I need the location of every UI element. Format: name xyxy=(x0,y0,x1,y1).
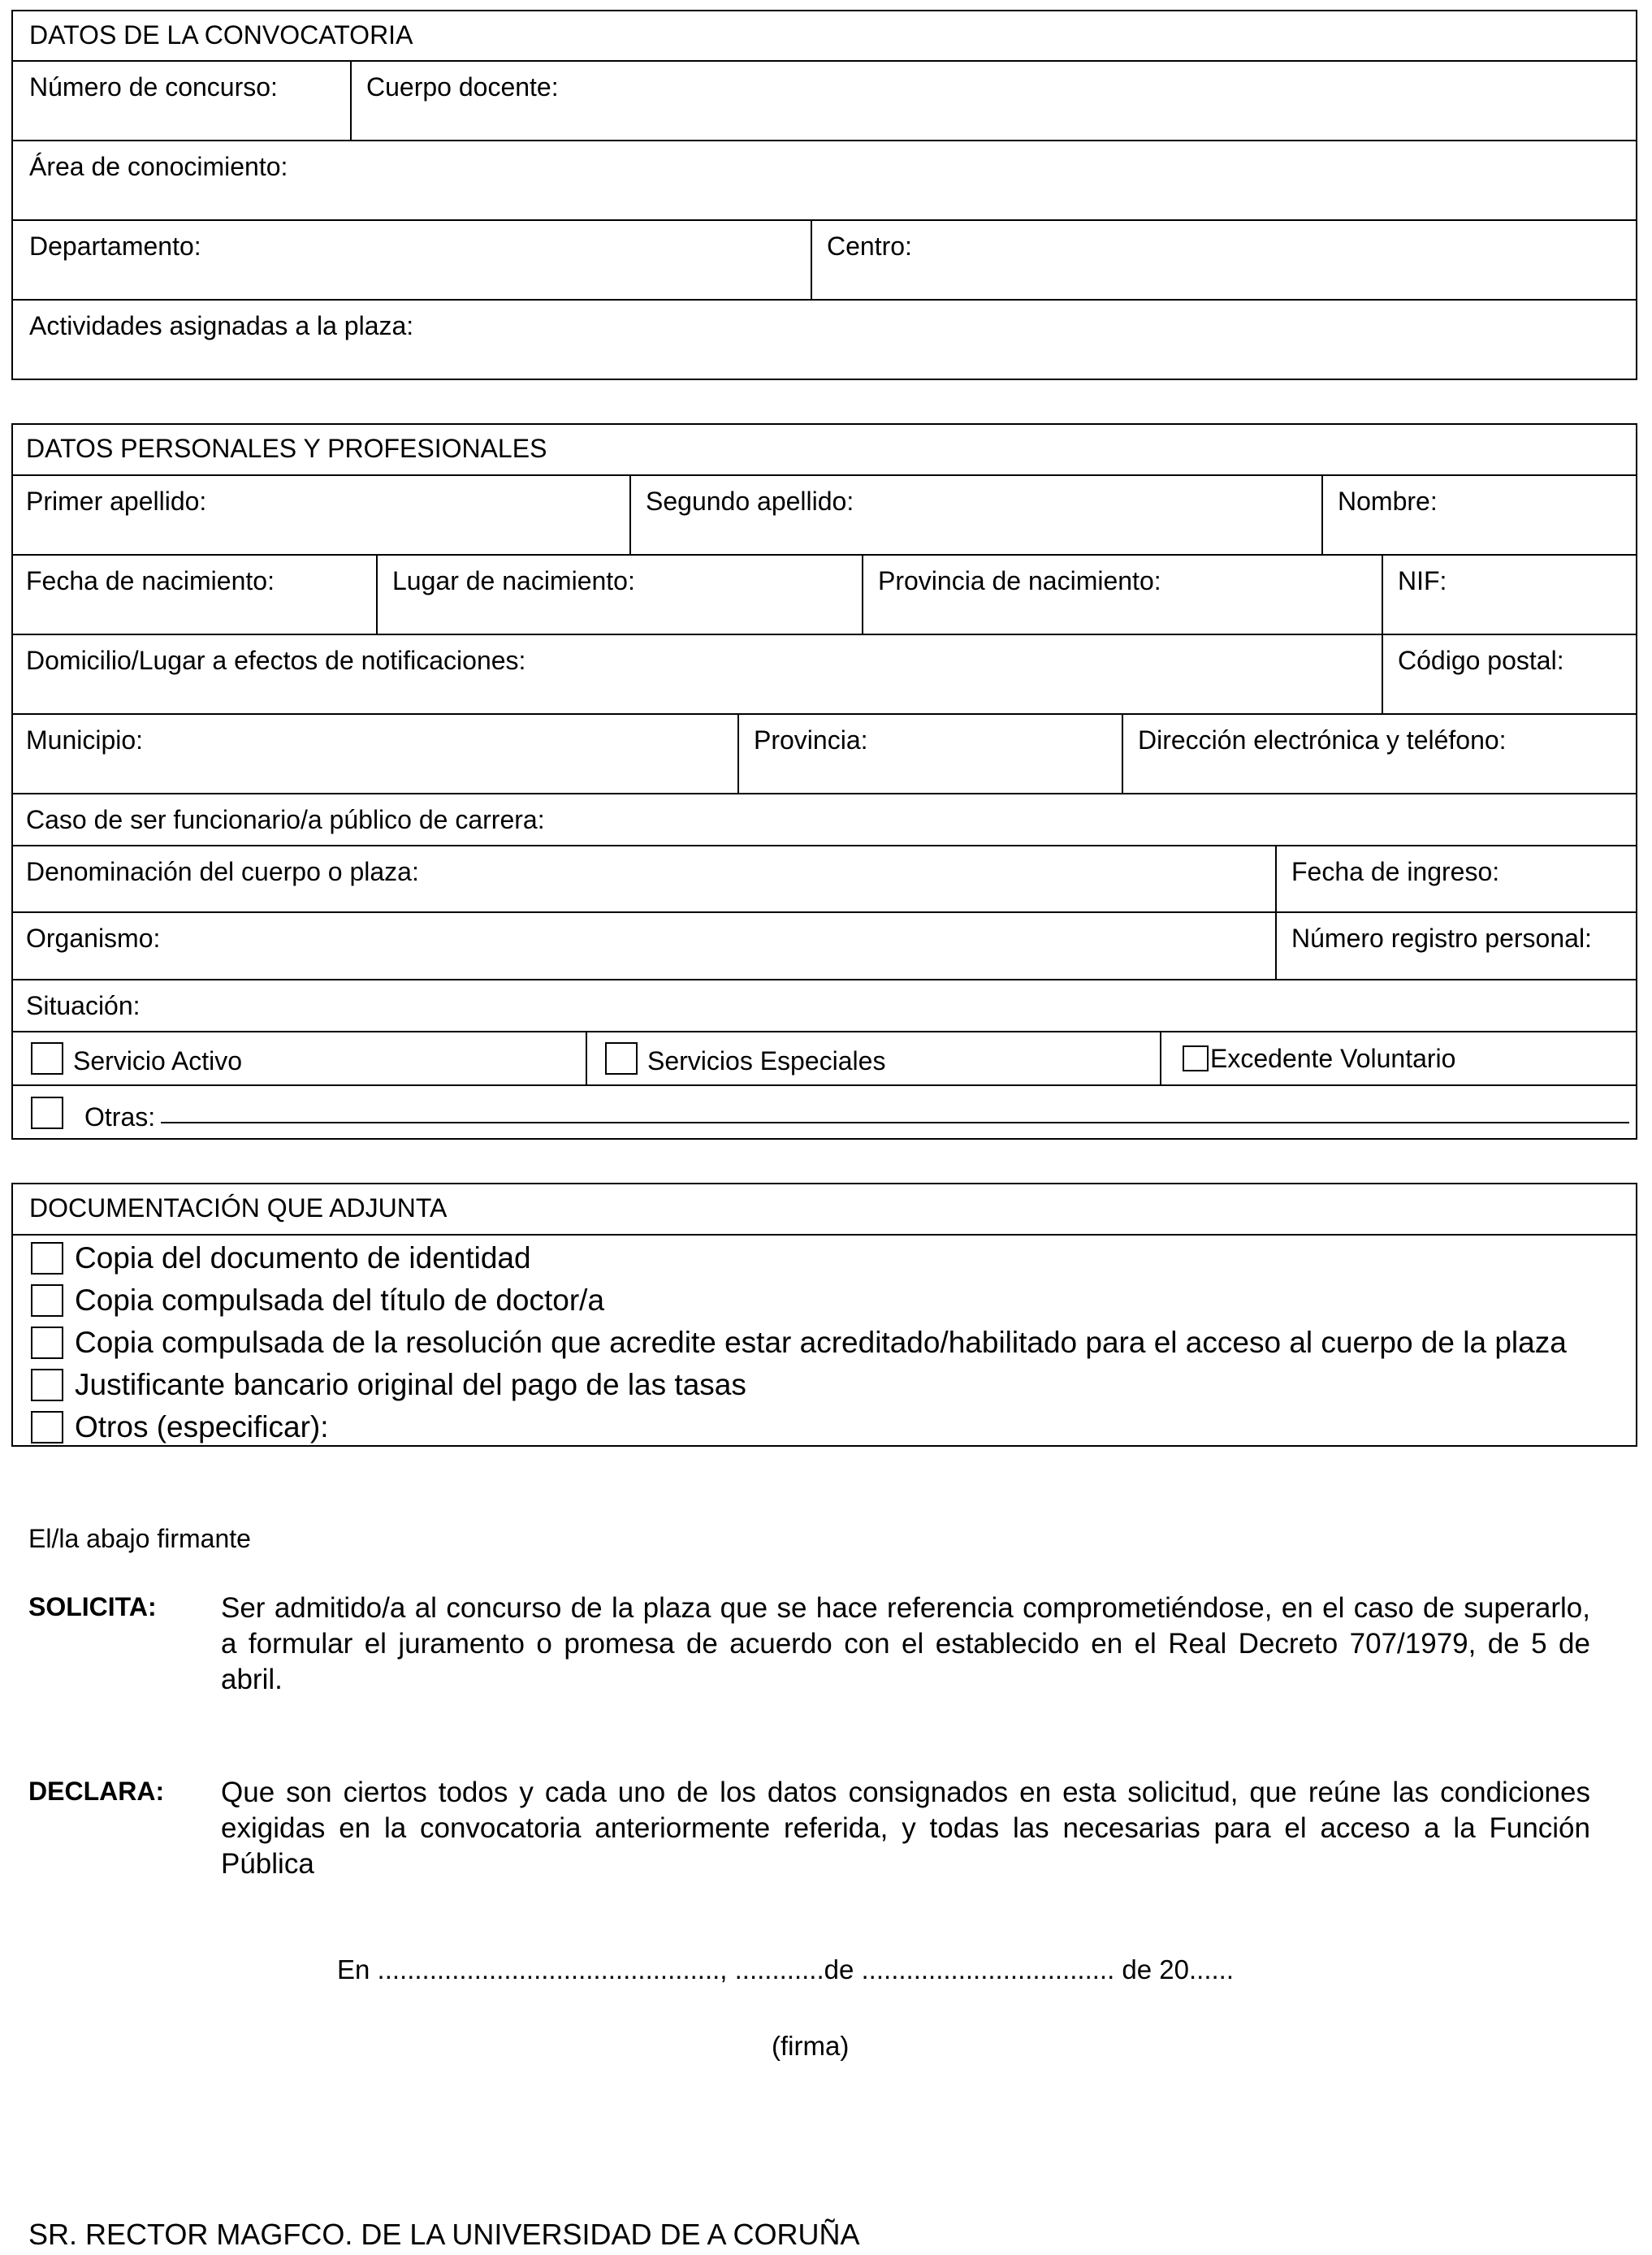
centro-field[interactable]: Centro: xyxy=(811,221,1636,299)
personales-title: DATOS PERSONALES Y PROFESIONALES xyxy=(26,434,547,463)
personales-header-row xyxy=(13,425,1636,476)
situacion-options-row xyxy=(13,1032,1636,1086)
excedente-option[interactable] xyxy=(1160,1032,1636,1084)
fecha-nacimiento-field[interactable]: Fecha de nacimiento: xyxy=(26,566,275,595)
excedente-checkbox[interactable] xyxy=(1183,1045,1209,1071)
numero-concurso-field[interactable]: Número de concurso: xyxy=(29,72,278,102)
convocatoria-section xyxy=(11,10,1637,380)
doc-identidad-checkbox[interactable] xyxy=(31,1242,63,1275)
doc-item-identidad[interactable] xyxy=(13,1237,1636,1279)
doc-justificante-checkbox[interactable] xyxy=(31,1369,63,1401)
solicita-text: Ser admitido/a al concurso de la plaza que se hace referencia comprometiéndose, en el caso de superarlo, a formular el juramento o promesa de acuerdo con el establecido en el Real Decreto 707/1979, de 5 de abril. xyxy=(221,1592,1590,1695)
convocatoria-row-1 xyxy=(13,62,1636,141)
servicio-activo-label: Servicio Activo xyxy=(73,1045,243,1076)
doc-justificante-label: Justificante bancario original del pago de las tasas xyxy=(75,1368,746,1401)
doc-titulo-checkbox[interactable] xyxy=(31,1284,63,1317)
otras-input-line[interactable] xyxy=(161,1122,1629,1123)
otras-checkbox[interactable] xyxy=(31,1097,63,1129)
declara-label: DECLARA: xyxy=(28,1777,165,1806)
caso-funcionario-label: Caso de ser funcionario/a público de carrera: xyxy=(26,805,545,834)
departamento-field[interactable]: Departamento: xyxy=(29,232,201,261)
personales-row-5 xyxy=(13,794,1636,846)
personales-row-6 xyxy=(13,846,1636,913)
servicios-especiales-label: Servicios Especiales xyxy=(647,1045,886,1076)
nif-field[interactable]: NIF: xyxy=(1382,556,1636,634)
lugar-nacimiento-field[interactable]: Lugar de nacimiento: xyxy=(376,556,862,634)
personales-row-4 xyxy=(13,715,1636,794)
convocatoria-title: DATOS DE LA CONVOCATORIA xyxy=(29,20,413,50)
doc-item-resolucion[interactable] xyxy=(13,1322,1636,1364)
personales-section xyxy=(11,423,1637,1140)
personales-row-2 xyxy=(13,556,1636,635)
personales-row-7 xyxy=(13,913,1636,980)
direccion-field[interactable]: Dirección electrónica y teléfono: xyxy=(1122,715,1636,793)
domicilio-field[interactable]: Domicilio/Lugar a efectos de notificaciones: xyxy=(26,646,526,675)
provincia-nacimiento-field[interactable]: Provincia de nacimiento: xyxy=(862,556,1382,634)
documentacion-title: DOCUMENTACIÓN QUE ADJUNTA xyxy=(29,1193,448,1223)
servicios-especiales-option[interactable] xyxy=(586,1032,1160,1084)
organismo-field[interactable]: Organismo: xyxy=(26,924,161,953)
primer-apellido-field[interactable]: Primer apellido: xyxy=(26,487,207,516)
segundo-apellido-field[interactable]: Segundo apellido: xyxy=(629,476,1321,554)
destinatario: SR. RECTOR MAGFCO. DE LA UNIVERSIDAD DE A CORUÑA xyxy=(28,2218,860,2251)
nombre-field[interactable]: Nombre: xyxy=(1321,476,1636,554)
doc-item-titulo[interactable] xyxy=(13,1279,1636,1322)
personales-row-3 xyxy=(13,635,1636,715)
codigo-postal-field[interactable]: Código postal: xyxy=(1382,635,1636,713)
numero-registro-field[interactable]: Número registro personal: xyxy=(1275,913,1636,979)
excedente-label: Excedente Voluntario xyxy=(1210,1043,1456,1073)
documentacion-section xyxy=(11,1183,1637,1447)
solicita-label: SOLICITA: xyxy=(28,1592,157,1621)
provincia-field[interactable]: Provincia: xyxy=(737,715,1122,793)
situacion-label: Situación: xyxy=(26,991,141,1020)
convocatoria-row-2 xyxy=(13,141,1636,221)
cuerpo-docente-field[interactable]: Cuerpo docente: xyxy=(350,62,1636,140)
convocatoria-row-4 xyxy=(13,301,1636,379)
otras-label: Otras: xyxy=(84,1102,156,1132)
doc-titulo-label: Copia compulsada del título de doctor/a xyxy=(75,1283,605,1317)
doc-resolucion-label: Copia compulsada de la resolución que acredite estar acreditado/habilitado para el acceso al cuerpo de la plaza xyxy=(75,1326,1567,1359)
denominacion-field[interactable]: Denominación del cuerpo o plaza: xyxy=(26,857,419,886)
doc-otros-checkbox[interactable] xyxy=(31,1411,63,1443)
convocatoria-row-3 xyxy=(13,221,1636,301)
lugar-fecha-line[interactable]: En .............................................., ............de .................................. de 20...... xyxy=(337,1954,1235,1984)
doc-item-otros[interactable] xyxy=(13,1406,1636,1448)
otras-row xyxy=(13,1086,1636,1140)
servicios-especiales-checkbox[interactable] xyxy=(605,1042,638,1075)
personales-row-1 xyxy=(13,476,1636,556)
fecha-ingreso-field[interactable]: Fecha de ingreso: xyxy=(1275,846,1636,911)
documentacion-list xyxy=(13,1236,1636,1448)
personales-row-8 xyxy=(13,980,1636,1032)
servicio-activo-option[interactable] xyxy=(13,1032,586,1084)
servicio-activo-checkbox[interactable] xyxy=(31,1042,63,1075)
actividades-field[interactable]: Actividades asignadas a la plaza: xyxy=(29,311,414,340)
documentacion-header-row xyxy=(13,1184,1636,1236)
declara-text: Que son ciertos todos y cada uno de los datos consignados en esta solicitud, que reúne las condiciones exigidas en la convocatoria anteriormente referida, y todas las necesarias para el acceso a la Función Pública xyxy=(221,1777,1590,1880)
doc-resolucion-checkbox[interactable] xyxy=(31,1327,63,1359)
municipio-field[interactable]: Municipio: xyxy=(26,725,144,755)
doc-item-justificante[interactable] xyxy=(13,1364,1636,1406)
doc-identidad-label: Copia del documento de identidad xyxy=(75,1241,531,1275)
firmante-intro: El/la abajo firmante xyxy=(28,1524,251,1553)
doc-otros-label: Otros (especificar): xyxy=(75,1410,329,1443)
firma-label: (firma) xyxy=(772,2031,850,2061)
convocatoria-header-row xyxy=(13,11,1636,62)
otras-option[interactable] xyxy=(13,1086,1636,1140)
area-conocimiento-field[interactable]: Área de conocimiento: xyxy=(29,152,288,181)
